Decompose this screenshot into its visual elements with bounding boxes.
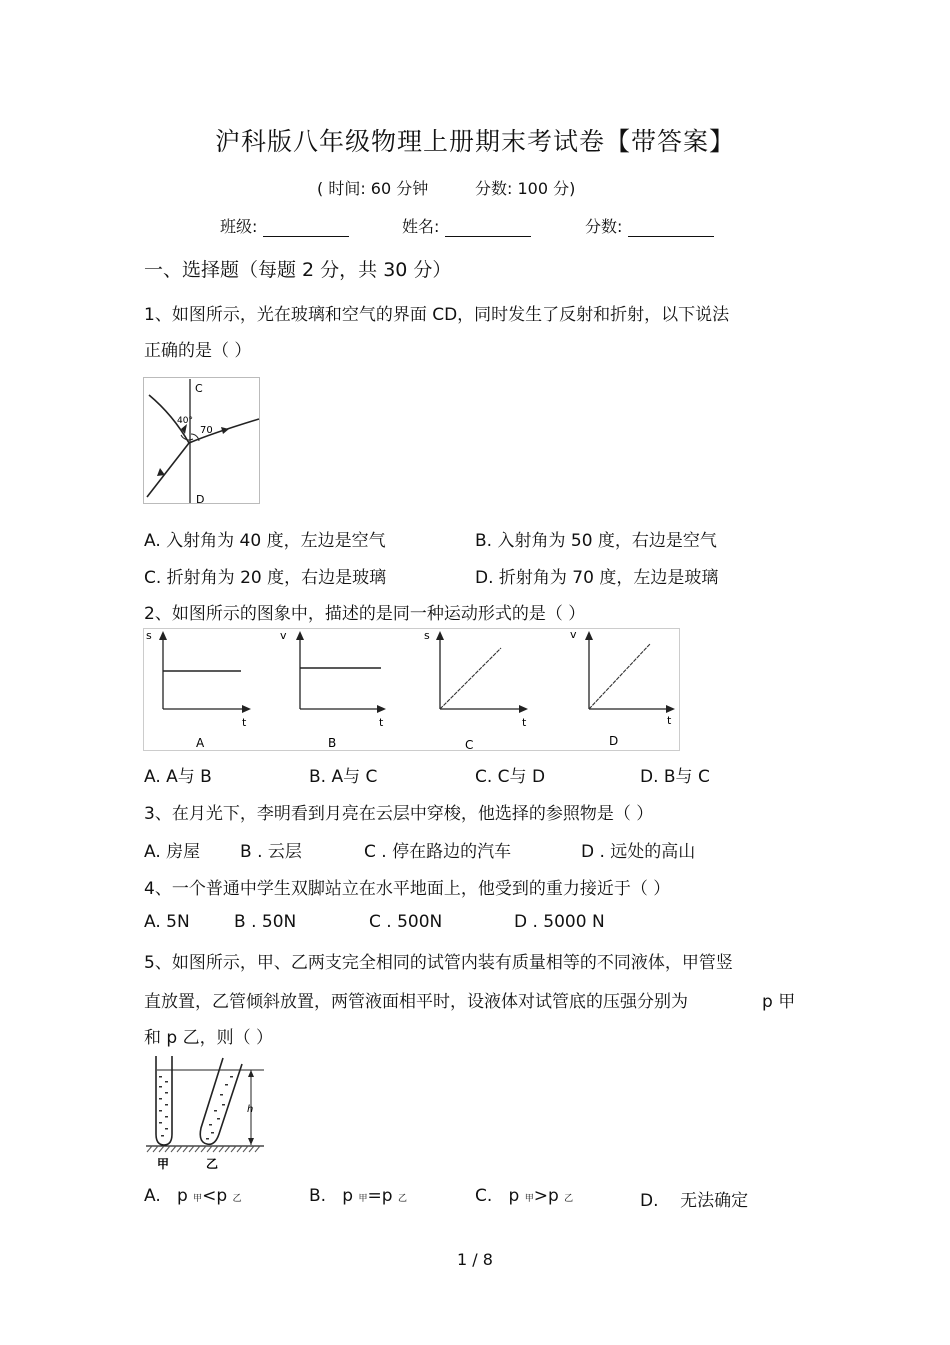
graph-d-ylabel: v: [570, 628, 577, 641]
subscript-jia: 甲: [358, 1194, 368, 1204]
graph-a-caption: A: [196, 736, 205, 750]
q5-option-b: [309, 1186, 407, 1206]
option-label: A.: [144, 1186, 161, 1206]
pressure-symbol: p: [176, 1186, 188, 1206]
q2-option-b: B. A与 C: [309, 767, 378, 787]
q1-stem-line2: 正确的是（ ）: [144, 341, 252, 361]
q4-option-a: A. 5N: [144, 912, 190, 932]
q3-option-a: A. 房屋: [144, 842, 201, 862]
class-blank: [263, 218, 349, 237]
q4-stem: 4、一个普通中学生双脚站立在水平地面上，他受到的重力接近于（ ）: [144, 879, 671, 899]
graph-d-caption: D: [609, 734, 619, 748]
subscript-jia: 甲: [524, 1194, 534, 1204]
q5-stem-line2: 直放置，乙管倾斜放置，两管液面相平时，设液体对试管底的压强分别为: [144, 992, 688, 1012]
q5-test-tube-figure: [143, 1052, 268, 1172]
page-title: 沪科版八年级物理上册期末考试卷【带答案】: [214, 127, 735, 156]
graph-c-ylabel: s: [424, 629, 430, 642]
figure-label-c: C: [195, 382, 203, 395]
comparison: <p: [202, 1186, 228, 1206]
q1-option-a: A. 入射角为 40 度，左边是空气: [144, 531, 386, 551]
tube-label-yi: 乙: [206, 1157, 219, 1171]
option-label: D.: [640, 1191, 659, 1211]
page-number: 1 / 8: [457, 1250, 493, 1269]
q1-stem-line1: 1、如图所示，光在玻璃和空气的界面 CD，同时发生了反射和折射，以下说法: [144, 305, 730, 325]
figure-label-d: D: [196, 493, 205, 505]
class-field: [220, 214, 349, 237]
graph-a-ylabel: s: [146, 629, 152, 642]
name-label: 姓名:: [402, 217, 440, 236]
q2-option-d: D. B与 C: [640, 767, 710, 787]
exam-time: ( 时间: 60 分钟: [317, 179, 429, 198]
q5-stem-line2-end: p 甲: [762, 992, 796, 1012]
subscript-yi: 乙: [564, 1194, 574, 1204]
graph-c-xlabel: t: [522, 716, 527, 729]
option-label: C.: [475, 1186, 493, 1206]
tube-label-jia: 甲: [157, 1157, 170, 1171]
angle-label-40: 40°: [177, 416, 193, 426]
q5-option-c: [475, 1186, 573, 1206]
q5-option-d: [640, 1186, 748, 1211]
q3-option-d: D . 远处的高山: [581, 842, 696, 862]
exam-score: 分数: 100 分): [475, 179, 576, 198]
q2-option-c: C. C与 D: [475, 767, 546, 787]
graph-b-xlabel: t: [379, 716, 384, 729]
q2-motion-graphs: [143, 628, 681, 752]
score-field: [585, 214, 714, 237]
score-label: 分数:: [585, 217, 623, 236]
q2-stem: 2、如图所示的图象中，描述的是同一种运动形式的是（ ）: [144, 604, 586, 624]
subscript-jia: 甲: [193, 1194, 203, 1204]
q5-stem-line1: 5、如图所示，甲、乙两支完全相同的试管内装有质量相等的不同液体，甲管竖: [144, 953, 733, 973]
q1-refraction-figure: [143, 377, 261, 505]
graph-d-xlabel: t: [667, 714, 672, 727]
name-field: [402, 214, 531, 237]
q4-option-d: D . 5000 N: [514, 912, 605, 932]
graph-b-caption: B: [328, 736, 337, 750]
q1-option-d: D. 折射角为 70 度，左边是玻璃: [475, 568, 719, 588]
angle-label-70: 70: [200, 425, 213, 436]
score-blank: [628, 218, 714, 237]
q4-option-c: C . 500N: [369, 912, 443, 932]
section-heading: 一、选择题（每题 2 分，共 30 分）: [144, 259, 452, 281]
subscript-yi: 乙: [397, 1194, 407, 1204]
q3-option-b: B . 云层: [240, 842, 302, 862]
comparison: =p: [367, 1186, 393, 1206]
graph-c-caption: C: [465, 738, 474, 752]
height-label: h: [247, 1104, 254, 1115]
comparison: >p: [533, 1186, 559, 1206]
q1-option-b: B. 入射角为 50 度，右边是空气: [475, 531, 717, 551]
q5-stem-line3: 和 p 乙，则（ ）: [144, 1028, 274, 1048]
q5-option-a: [144, 1186, 242, 1206]
q3-option-c: C . 停在路边的汽车: [364, 842, 512, 862]
pressure-symbol: p: [342, 1186, 354, 1206]
pressure-symbol: p: [508, 1186, 520, 1206]
q1-option-c: C. 折射角为 20 度，右边是玻璃: [144, 568, 387, 588]
subscript-yi: 乙: [232, 1194, 242, 1204]
name-blank: [445, 218, 531, 237]
q2-option-a: A. A与 B: [144, 767, 212, 787]
graph-a-xlabel: t: [242, 716, 247, 729]
q4-option-b: B . 50N: [234, 912, 297, 932]
q3-stem: 3、在月光下，李明看到月亮在云层中穿梭，他选择的参照物是（ ）: [144, 804, 654, 824]
option-label: B.: [309, 1186, 327, 1206]
class-label: 班级:: [220, 217, 258, 236]
option-text: 无法确定: [680, 1191, 749, 1211]
graph-b-ylabel: v: [280, 629, 287, 642]
